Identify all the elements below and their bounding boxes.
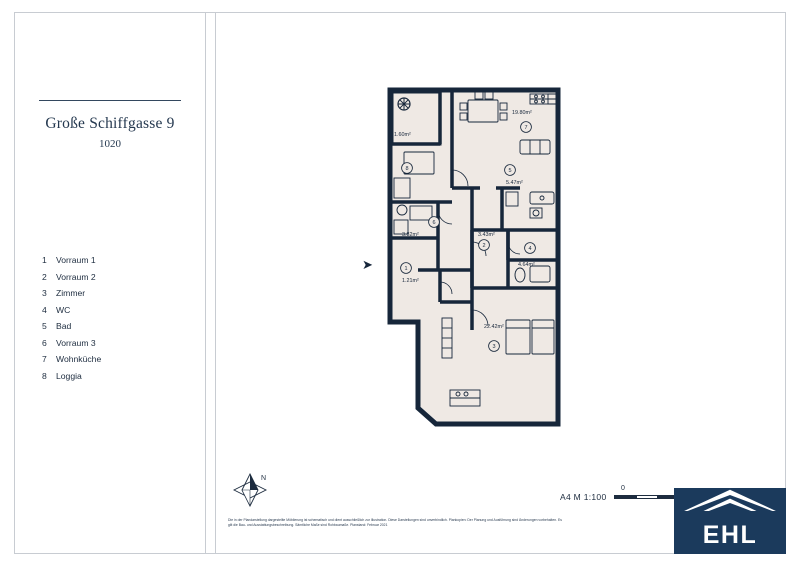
legend-label: Vorraum 2 bbox=[56, 271, 96, 282]
compass-north-label: N bbox=[261, 475, 267, 482]
room-marker-8: 8 bbox=[405, 166, 409, 172]
area-label-4: 4.64m² bbox=[518, 262, 535, 268]
legend-number: 6 bbox=[42, 337, 47, 348]
logo-text: EHL bbox=[702, 521, 758, 549]
legend-number: 2 bbox=[42, 271, 47, 282]
area-label-2: 3.43m² bbox=[478, 232, 495, 238]
room-marker-2: 2 bbox=[482, 243, 486, 249]
room-marker-5: 5 bbox=[508, 168, 512, 174]
list-item bbox=[42, 255, 192, 265]
room-marker-3: 3 bbox=[492, 344, 496, 350]
divider-line-left bbox=[205, 12, 206, 554]
disclaimer-text bbox=[228, 518, 648, 529]
room-marker-6: 6 bbox=[432, 220, 436, 226]
legend-label: Bad bbox=[56, 321, 72, 331]
area-label-8: 1.60m² bbox=[394, 132, 411, 138]
disclaimer-line-2: gilt die Bau- und Ausstattungsbeschreibung. Sämtliche Maße sind Rohbaumaße. Planstand: Februar 2021 bbox=[228, 523, 388, 528]
entrance-arrow-icon: ➤ bbox=[362, 257, 373, 272]
legend-number: 1 bbox=[42, 255, 47, 265]
room-marker-4: 4 bbox=[528, 246, 532, 252]
compass-rose-icon bbox=[228, 468, 272, 512]
legend-label: Loggia bbox=[56, 370, 82, 381]
legend-number: 3 bbox=[42, 288, 47, 298]
list-item bbox=[42, 288, 192, 298]
legend-number: 4 bbox=[42, 304, 47, 315]
room-marker-1: 1 bbox=[404, 266, 408, 272]
scale-zero-label: 0 bbox=[621, 485, 625, 492]
legend-label: Wohnküche bbox=[56, 354, 102, 364]
title-block bbox=[30, 100, 190, 150]
divider-line-right bbox=[215, 12, 216, 554]
ehl-logo bbox=[674, 488, 786, 554]
disclaimer-line-1: Die in der Plandarstellung dargestellte Möblierung ist schematisch und dient ausschließlich zur Illustration. Diese Darstellungen sind unverbindlich. Plankopien: Der Planung und Ausführung sind Änderungen vorbehalten. Es bbox=[228, 518, 562, 522]
legend-label: Zimmer bbox=[56, 288, 86, 298]
title-rule bbox=[39, 100, 181, 101]
scale-format-label: A4 M 1:100 bbox=[560, 492, 607, 502]
legend-label: Vorraum 3 bbox=[56, 337, 96, 348]
legend-number: 7 bbox=[42, 354, 47, 364]
legend-label: WC bbox=[56, 304, 71, 315]
area-label-6: 3.82m² bbox=[402, 232, 419, 238]
area-label-3: 22.42m² bbox=[484, 324, 504, 330]
list-item bbox=[42, 371, 192, 381]
house-roof-icon bbox=[674, 488, 786, 518]
legend-number: 8 bbox=[42, 370, 47, 381]
list-item bbox=[42, 305, 192, 315]
legend-label: Vorraum 1 bbox=[56, 255, 96, 265]
legend-number: 5 bbox=[42, 321, 47, 331]
list-item bbox=[42, 338, 192, 348]
list-item bbox=[42, 321, 192, 331]
area-label-5: 5.47m² bbox=[506, 180, 523, 186]
postal-code: 1020 bbox=[99, 138, 121, 150]
floor-plan bbox=[380, 70, 600, 430]
room-legend bbox=[42, 255, 192, 387]
room-marker-7: 7 bbox=[524, 125, 528, 131]
list-item bbox=[42, 354, 192, 364]
area-label-1: 1.21m² bbox=[402, 278, 419, 284]
area-label-7: 19.80m² bbox=[512, 110, 532, 116]
list-item bbox=[42, 272, 192, 282]
page-title: Große Schiffgasse 9 bbox=[45, 115, 175, 132]
